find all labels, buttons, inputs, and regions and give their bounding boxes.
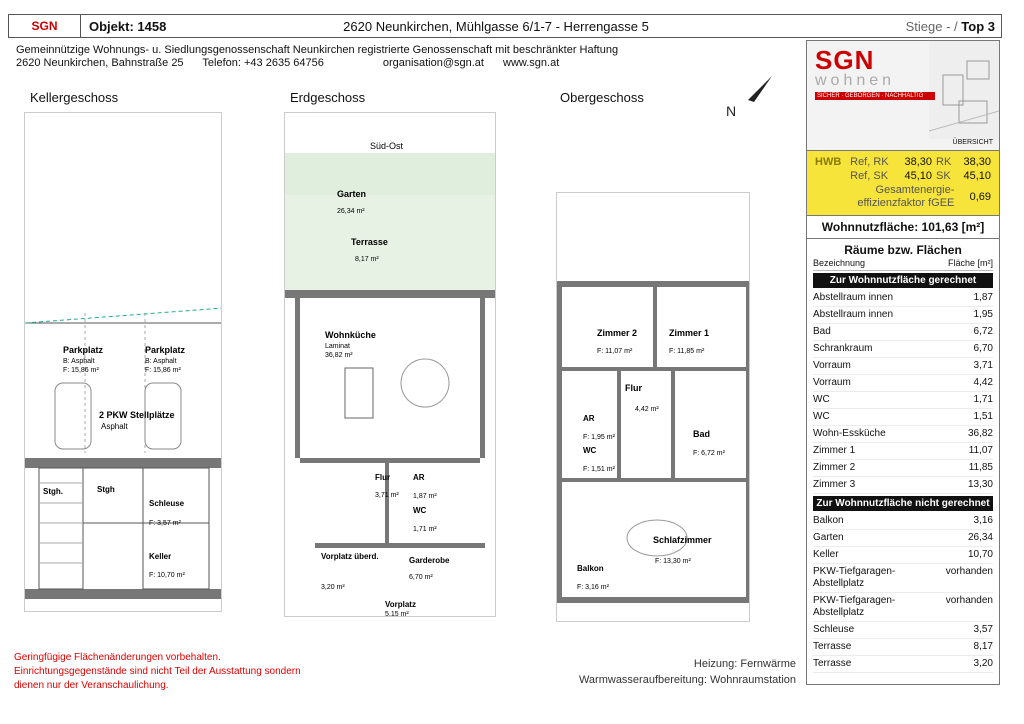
ref-rk-label: Ref, RK <box>850 156 889 168</box>
heating-info <box>579 656 796 688</box>
room-row <box>813 530 993 547</box>
cooperative-web: www.sgn.at <box>503 57 560 69</box>
room-name: Vorraum <box>813 377 851 388</box>
room-name: Abstellraum innen <box>813 309 894 320</box>
rooms-header <box>813 258 993 271</box>
label-parkplatz-2: Parkplatz <box>145 345 186 355</box>
cooperative-info <box>16 44 618 70</box>
label-wc-og: WC <box>583 446 597 455</box>
room-name: Bad <box>813 326 831 337</box>
room-area: 13,30 <box>967 479 993 490</box>
sk-value: 45,10 <box>963 170 991 182</box>
room-area: vorhanden <box>945 566 993 577</box>
label-wohnkueche-area: 36,82 m² <box>325 352 353 359</box>
room-area: 1,95 <box>973 309 993 320</box>
document-header <box>8 14 1002 38</box>
room-area: 26,34 <box>967 532 993 543</box>
label-vorplatz-area: 3,20 m² <box>321 584 345 591</box>
label-bad: Bad <box>693 429 711 439</box>
label-zimmer-1-area: F: 11,85 m² <box>669 348 705 355</box>
room-name: Zimmer 2 <box>813 462 856 473</box>
floor-title-basement: Kellergeschoss <box>30 90 119 105</box>
room-area: 11,07 <box>968 445 993 456</box>
room-row <box>813 639 993 656</box>
label-vorplatz-2-area: 5,15 m² <box>385 611 409 617</box>
label-vorplatz: Vorplatz überd. <box>321 552 379 561</box>
room-area: 6,72 <box>973 326 993 337</box>
label-parkplatz-1-sub: B: Asphalt <box>63 358 95 365</box>
fgee-value: 0,69 <box>969 191 991 203</box>
label-garderobe: Garderobe <box>409 556 450 565</box>
ref-sk-label: Ref, SK <box>850 170 889 182</box>
energy-panel <box>807 151 999 216</box>
label-wc-eg-area: 1,71 m² <box>413 526 437 533</box>
section-included: Zur Wohnnutzfläche gerechnet <box>813 273 993 288</box>
label-flur-og: Flur <box>625 383 642 393</box>
label-ar-eg: AR <box>413 473 425 482</box>
room-row <box>813 513 993 530</box>
unit-label <box>791 19 1001 34</box>
ref-sk-value: 45,10 <box>904 170 933 182</box>
col-area: Fläche [m²] <box>947 258 993 268</box>
label-flur-og-area: 4,42 m² <box>635 406 659 413</box>
room-name: Vorraum <box>813 360 851 371</box>
cooperative-phone: Telefon: +43 2635 64756 <box>202 57 324 69</box>
label-keller: Keller <box>149 552 172 561</box>
room-row <box>813 564 993 593</box>
fgee-label-1: Gesamtenergie- <box>875 184 955 196</box>
excluded-rows <box>813 513 993 673</box>
label-garten-area: 26,34 m² <box>337 208 365 215</box>
label-zimmer-1: Zimmer 1 <box>669 328 710 338</box>
room-area: 1,51 <box>973 411 993 422</box>
label-parkplatz-1-area: F: 15,86 m² <box>63 367 99 374</box>
room-name: WC <box>813 394 830 405</box>
label-wc-og-area: F: 1,51 m² <box>583 466 615 473</box>
room-name: PKW-Tiefgaragen-Abstellplatz <box>813 595 896 618</box>
ref-rk-value: 38,30 <box>904 156 933 168</box>
label-bad-area: F: 6,72 m² <box>693 450 725 457</box>
label-zimmer-2-area: F: 11,07 m² <box>597 348 633 355</box>
label-garten: Garten <box>337 189 367 199</box>
hot-water-type: Warmwasseraufbereitung: Wohnraumstation <box>578 674 796 686</box>
room-name: Schleuse <box>813 624 855 635</box>
label-terrasse-area: 8,17 m² <box>355 256 379 263</box>
col-name: Bezeichnung <box>813 258 866 268</box>
label-wohnkueche-sub: Laminat <box>325 343 350 350</box>
room-row <box>813 358 993 375</box>
label-sued-ost: Süd-Ost <box>370 141 404 151</box>
floor-title-upper: Obergeschoss <box>560 90 644 105</box>
note-line-2: Einrichtungsgegenstände sind nicht Teil der Ausstattung sondern <box>14 666 301 677</box>
disclaimer-notes <box>14 651 334 693</box>
room-row <box>813 460 993 477</box>
room-row <box>813 307 993 324</box>
room-row <box>813 375 993 392</box>
property-address: 2620 Neunkirchen, Mühlgasse 6/1-7 - Herrengasse 5 <box>343 18 649 34</box>
heating-type: Heizung: Fernwärme <box>693 658 796 670</box>
label-terrasse: Terrasse <box>351 237 388 247</box>
object-number: Objekt: 1458 <box>89 18 167 34</box>
cooperative-contacts <box>16 57 618 70</box>
info-sidebar <box>806 40 1000 685</box>
label-ar-og-area: F: 1,95 m² <box>583 434 615 441</box>
note-line-1: Geringfügige Flächenänderungen vorbehalten. <box>14 652 221 663</box>
room-area: 36,82 <box>967 428 993 439</box>
header-logo: SGN <box>9 15 81 37</box>
room-row <box>813 290 993 307</box>
label-balkon: Balkon <box>577 564 604 573</box>
room-row <box>813 409 993 426</box>
basement-plan <box>24 112 222 612</box>
north-arrow-icon <box>720 72 780 122</box>
label-stellplaetze-sub: Asphalt <box>101 422 128 431</box>
rk-label: RK <box>936 156 952 168</box>
label-schleuse: Schleuse <box>149 499 185 508</box>
cooperative-email: organisation@sgn.at <box>382 57 484 69</box>
stiege-label: Stiege - / <box>905 18 958 34</box>
room-row <box>813 426 993 443</box>
ground-floor-plan <box>284 112 496 617</box>
included-rows <box>813 290 993 494</box>
label-ar-og: AR <box>583 414 595 423</box>
label-stellplaetze: 2 PKW Stellplätze <box>99 410 175 420</box>
hwb-label: HWB <box>815 156 842 168</box>
room-area: 1,71 <box>973 394 993 405</box>
room-area: vorhanden <box>945 595 993 606</box>
cooperative-address: 2620 Neunkirchen, Bahnstraße 25 <box>16 57 184 69</box>
rooms-table <box>807 239 999 677</box>
room-name: PKW-Tiefgaragen-Abstellplatz <box>813 566 896 589</box>
room-row <box>813 593 993 622</box>
label-parkplatz-2-sub: B: Asphalt <box>145 358 177 365</box>
room-name: Terrasse <box>813 658 852 669</box>
room-name: Zimmer 1 <box>813 445 856 456</box>
room-row <box>813 656 993 673</box>
room-area: 8,17 <box>973 641 993 652</box>
label-ar-eg-area: 1,87 m² <box>413 493 437 500</box>
sgn-logo <box>815 45 935 100</box>
room-area: 1,87 <box>973 292 993 303</box>
room-name: Garten <box>813 532 844 543</box>
floor-title-ground: Erdgeschoss <box>290 90 366 105</box>
label-stgh-1: Stgh. <box>43 487 63 496</box>
top-label: Top 3 <box>961 18 995 34</box>
living-area-total: Wohnnutzfläche: 101,63 [m²] <box>807 216 999 239</box>
room-name: Balkon <box>813 515 844 526</box>
label-zimmer-2: Zimmer 2 <box>597 328 638 338</box>
upper-floor-plan <box>556 192 750 622</box>
room-area: 11,85 <box>968 462 993 473</box>
logo-text: SGN <box>815 45 875 75</box>
room-name: WC <box>813 411 830 422</box>
room-area: 3,57 <box>973 624 993 635</box>
room-area: 6,70 <box>973 343 993 354</box>
room-row <box>813 547 993 564</box>
label-schlafzimmer: Schlafzimmer <box>653 535 712 545</box>
label-flur-eg: Flur <box>375 473 391 482</box>
room-area: 3,20 <box>973 658 993 669</box>
label-wc-eg: WC <box>413 506 427 515</box>
room-area: 3,71 <box>973 360 993 371</box>
room-name: Zimmer 3 <box>813 479 856 490</box>
label-parkplatz-2-area: F: 15,86 m² <box>145 367 181 374</box>
label-schlafzimmer-area: F: 13,30 m² <box>655 558 691 565</box>
logo-subtext: wohnen <box>815 72 896 89</box>
room-name: Terrasse <box>813 641 852 652</box>
rk-value: 38,30 <box>963 156 991 168</box>
room-row <box>813 622 993 639</box>
label-balkon-area: F: 3,16 m² <box>577 584 609 591</box>
label-garderobe-area: 6,70 m² <box>409 574 433 581</box>
room-area: 3,16 <box>973 515 993 526</box>
label-vorplatz-2: Vorplatz <box>385 600 416 609</box>
label-parkplatz-1: Parkplatz <box>63 345 104 355</box>
room-name: Schrankraum <box>813 343 873 354</box>
site-overview-map <box>929 41 999 139</box>
fgee-label-2: effizienzfaktor fGEE <box>857 197 955 209</box>
overview-label: ÜBERSICHT <box>952 139 993 146</box>
room-row <box>813 443 993 460</box>
room-row <box>813 324 993 341</box>
note-line-3: dienen nur der Veranschaulichung. <box>14 680 169 691</box>
rooms-title: Räume bzw. Flächen <box>844 243 962 257</box>
room-row <box>813 392 993 409</box>
label-stgh-2: Stgh <box>97 485 115 494</box>
room-row <box>813 477 993 494</box>
sk-label: SK <box>936 170 951 182</box>
label-flur-eg-area: 3,71 m² <box>375 492 399 499</box>
logo-tagline: SICHER · GEBORGEN · NACHHALTIG <box>815 92 935 100</box>
room-name: Keller <box>813 549 839 560</box>
room-name: Wohn-Essküche <box>813 428 886 439</box>
cooperative-name: Gemeinnützige Wohnungs- u. Siedlungsgenossenschaft Neunkirchen registrierte Genossenschaft mit beschränkter Haftung <box>16 44 619 56</box>
brand-panel <box>807 41 999 151</box>
room-area: 10,70 <box>967 549 993 560</box>
label-schleuse-area: F: 3,57 m² <box>149 520 181 527</box>
room-row <box>813 341 993 358</box>
north-label: N <box>726 103 737 119</box>
room-name: Abstellraum innen <box>813 292 894 303</box>
section-excluded: Zur Wohnnutzfläche nicht gerechnet <box>813 496 993 511</box>
label-keller-area: F: 10,70 m² <box>149 572 185 579</box>
label-wohnkueche: Wohnküche <box>325 330 376 340</box>
room-area: 4,42 <box>973 377 993 388</box>
